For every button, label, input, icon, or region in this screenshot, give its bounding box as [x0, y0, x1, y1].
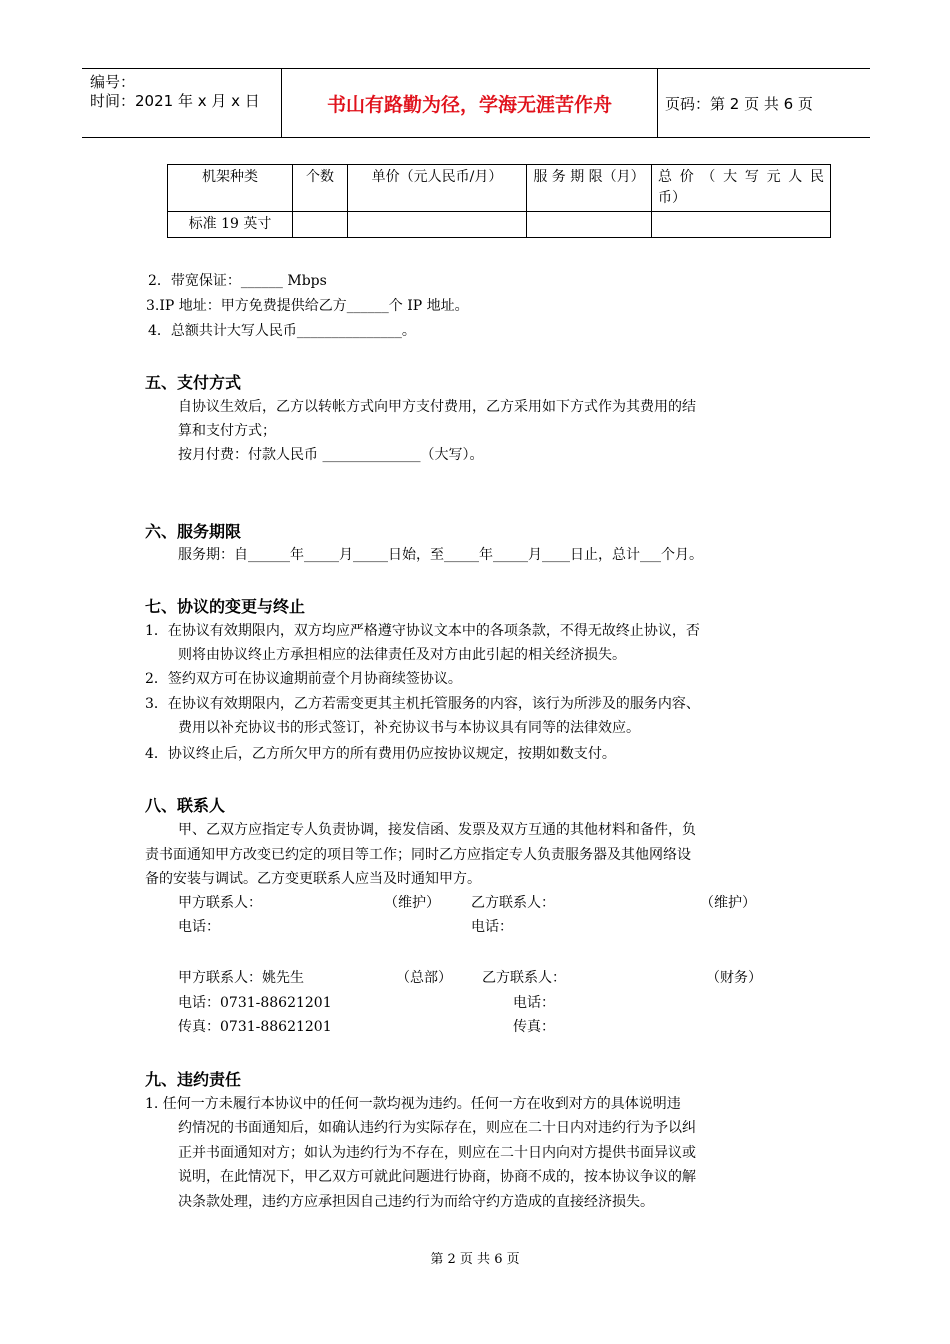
header-meta [82, 69, 282, 137]
header-motto: 书山有路勤为径，学海无涯苦作舟 [282, 69, 658, 137]
paragraph-line: 4．协议终止后，乙方所欠甲方的所有费用仍应按协议规定，按期如数支付。 [145, 746, 616, 762]
paragraph-line: 决条款处理，违约方应承担因自己违约行为而给守约方造成的直接经济损失。 [178, 1194, 654, 1210]
table-header-cell: 单价（元人民币/月） [348, 165, 527, 212]
table-cell [527, 212, 652, 238]
table-header-cell: 个数 [293, 165, 348, 212]
party-a-phone: 电话：0731-88621201 [178, 995, 332, 1011]
paragraph-line: 算和支付方式； [178, 423, 276, 439]
paragraph-line: 约情况的书面通知后，如确认违约行为实际存在，则应在二十日内对违约行为予以纠 [178, 1120, 696, 1136]
table-header-cell: 机架种类 [168, 165, 293, 212]
document-number: 编号： [90, 73, 136, 91]
table-cell [293, 212, 348, 238]
party-b-fax: 传真： [513, 1019, 555, 1035]
page-footer: 第 2 页 共 6 页 [430, 1252, 520, 1267]
party-a-role: （总部） [396, 970, 452, 986]
party-a-contact: 甲方联系人： [178, 895, 262, 911]
table-header-row [168, 165, 831, 212]
party-b-contact: 乙方联系人： [482, 970, 566, 986]
party-b-phone: 电话： [471, 919, 513, 935]
section-title-service-period: 六、服务期限 [145, 522, 242, 541]
table-header-cell: 总 价 （ 大 写 元 人 民 币） [652, 165, 831, 212]
paragraph-line: 甲、乙双方应指定专人负责协调，接发信函、发票及双方互通的其他材料和备件，负 [178, 822, 696, 838]
header-page-number: 页码：第 2 页 共 6 页 [665, 94, 813, 113]
fee-table [167, 164, 831, 238]
table-cell [348, 212, 527, 238]
page-header [82, 68, 870, 138]
party-a-role: （维护） [384, 895, 440, 911]
party-a-phone: 电话： [178, 919, 220, 935]
paragraph-line: 则将由协议终止方承担相应的法律责任及对方由此引起的相关经济损失。 [178, 647, 626, 663]
paragraph-line: 责书面通知甲方改变已约定的项目等工作；同时乙方应指定专人负责服务器及其他网络设 [145, 847, 691, 863]
paragraph-line: 说明，在此情况下，甲乙双方可就此问题进行协商，协商不成的，按本协议争议的解 [178, 1169, 696, 1185]
table-cell [652, 212, 831, 238]
section-title-payment: 五、支付方式 [145, 373, 242, 392]
section-title-change-termination: 七、协议的变更与终止 [145, 597, 306, 616]
paragraph-line: 3．在协议有效期限内，乙方若需变更其主机托管服务的内容，该行为所涉及的服务内容、 [145, 696, 700, 712]
table-row [168, 212, 831, 238]
item-total-amount: 4．总额共计大写人民币_______________。 [148, 323, 416, 339]
document-date: 时间：2021 年 x 月 x 日 [90, 92, 260, 110]
party-a-fax: 传真：0731-88621201 [178, 1019, 332, 1035]
section-title-contacts: 八、联系人 [145, 796, 226, 815]
paragraph-line: 1. 任何一方未履行本协议中的任何一款均视为违约。任何一方在收到对方的具体说明违 [145, 1096, 681, 1112]
paragraph-line: 备的安装与调试。乙方变更联系人应当及时通知甲方。 [145, 871, 481, 887]
item-ip-address: 3.IP 地址：甲方免费提供给乙方______个 IP 地址。 [146, 298, 469, 314]
item-bandwidth: 2．带宽保证：______ Mbps [148, 273, 327, 289]
table-header-cell: 服 务 期 限（月） [527, 165, 652, 212]
paragraph-line: 1．在协议有效期限内，双方均应严格遵守协议文本中的各项条款，不得无故终止协议，否 [145, 623, 700, 639]
party-b-role: （财务） [706, 970, 762, 986]
paragraph-line: 自协议生效后，乙方以转帐方式向甲方支付费用，乙方采用如下方式作为其费用的结 [178, 399, 696, 415]
section-title-breach: 九、违约责任 [145, 1070, 242, 1089]
party-b-role: （维护） [700, 895, 756, 911]
paragraph-line: 服务期：自______年_____月_____日始，至_____年_____月____日止，总计___个月。 [178, 547, 703, 563]
paragraph-line: 2．签约双方可在协议逾期前壹个月协商续签协议。 [145, 671, 462, 687]
party-b-contact: 乙方联系人： [471, 895, 555, 911]
paragraph-line: 按月付费：付款人民币 ______________（大写）。 [178, 447, 484, 463]
paragraph-line: 正并书面通知对方；如认为违约行为不存在，则应在二十日内向对方提供书面异议或 [178, 1145, 696, 1161]
party-b-phone: 电话： [513, 995, 555, 1011]
paragraph-line: 费用以补充协议书的形式签订，补充协议书与本协议具有同等的法律效应。 [178, 720, 640, 736]
party-a-contact: 甲方联系人：姚先生 [178, 970, 304, 986]
table-cell: 标准 19 英寸 [168, 212, 293, 238]
